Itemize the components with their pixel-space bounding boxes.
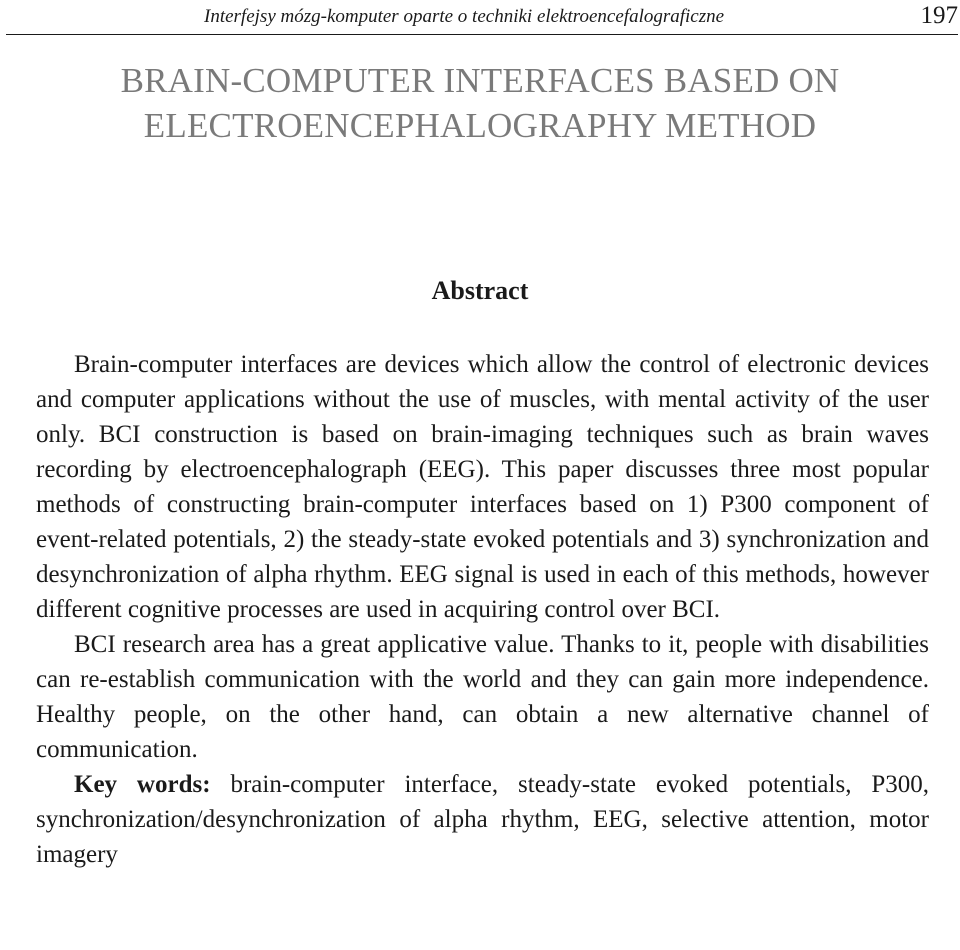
keywords-list: brain-computer interface, steady-state evoked potentials, P300, synchronization/desynchronization of alpha rhythm, EEG, selective attention, motor imagery — [36, 771, 930, 868]
keywords-label: Key words: — [74, 771, 211, 798]
running-head: Interfejsy mózg-komputer oparte o techniki elektroencefalograficzne — [204, 6, 725, 27]
page-header — [6, 0, 958, 35]
article-title-line-2: ELECTROENCEPHALOGRAPHY METHOD — [143, 106, 817, 145]
abstract-heading: Abstract — [431, 276, 529, 305]
abstract-body — [36, 347, 929, 872]
article-title — [0, 58, 960, 148]
keywords-paragraph — [36, 767, 929, 872]
abstract-paragraph-1: Brain-computer interfaces are devices which allow the control of electronic devices and computer applications without the use of muscles, with mental activity of the user only. BCI construction is based on brain-imaging techniques such as brain waves recording by electroencephalograph (EEG). This paper discusses three most popular methods of constructing brain-computer interfaces based on 1) P300 component of event-related potentials, 2) the steady-state evoked potentials and 3) synchronization and desynchronization of alpha rhythm. EEG signal is used in each of this methods, however different cognitive processes are used in acquiring control over BCI. — [36, 351, 929, 623]
page-number: 197 — [920, 2, 958, 29]
article-title-line-1: BRAIN-COMPUTER INTERFACES BASED ON — [120, 61, 840, 100]
abstract-paragraph-2: BCI research area has a great applicative value. Thanks to it, people with disabilities can re-establish communication with the world and they can gain more independence. Healthy people, on the other hand, can obtain a new alternative channel of communication. — [36, 631, 929, 763]
